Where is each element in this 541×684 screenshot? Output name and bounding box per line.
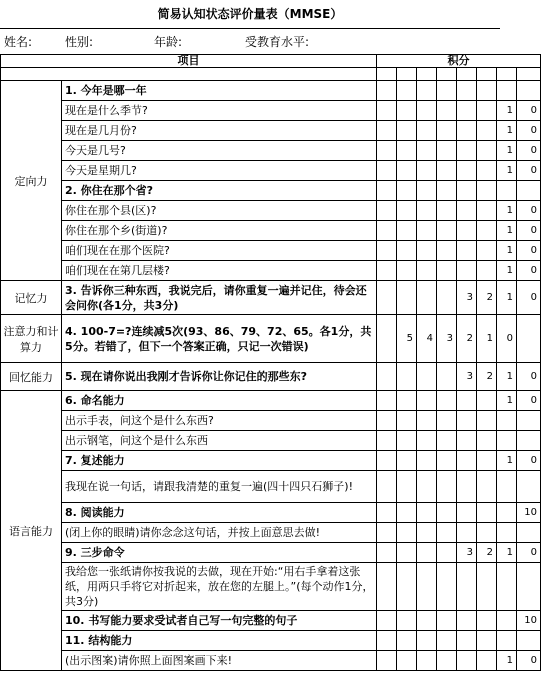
table-row [1,261,541,281]
score-three: 3 [457,543,477,563]
table-row [1,201,541,221]
mmse-table [0,54,541,671]
table-row [1,161,541,181]
table-row [1,241,541,261]
question-6b: 出示钢笔，问这个是什么东西 [62,431,377,451]
table-row [1,363,541,391]
score-zero: 0 [517,651,541,671]
table-row [1,391,541,411]
category-memory: 记忆力 [1,281,62,315]
table-row [1,101,541,121]
header-score: 积分 [377,55,541,68]
table-row [1,121,541,141]
name-label: 姓名: [4,35,33,49]
score-zero: 0 [517,201,541,221]
question-2: 2. 你住在那个省? [62,181,377,201]
page-title: 简易认知状态评价量表（MMSE） [157,7,343,21]
score-zero: 0 [517,241,541,261]
question-6: 6. 命名能力 [62,391,377,411]
question-1b: 现在是几月份? [62,121,377,141]
question-11a: (出示图案)请你照上面图案画下来! [62,651,377,671]
table-row [1,315,541,363]
table-row [1,631,541,651]
score-one: 1 [497,101,517,121]
score-one: 1 [497,363,517,391]
score-zero: 0 [517,281,541,315]
score-three: 3 [457,363,477,391]
score-ten: 10 [517,611,541,631]
question-8a: (闭上你的眼睛)请你念念这句话，并按上面意思去做! [62,523,377,543]
header-item: 项目 [1,55,377,68]
question-7a: 我现在说一句话，请跟我清楚的重复一遍(四十四只石狮子)! [62,471,377,503]
question-7: 7. 复述能力 [62,451,377,471]
score-three: 3 [437,315,457,363]
score-one: 1 [497,281,517,315]
age-label: 年龄: [154,35,183,49]
score-zero: 0 [517,141,541,161]
question-1a: 现在是什么季节? [62,101,377,121]
category-attention: 注意力和计算力 [1,315,62,363]
score-one: 1 [497,391,517,411]
category-orientation: 定向力 [1,81,62,281]
score-zero: 0 [517,101,541,121]
score-zero: 0 [497,315,517,363]
table-row [1,563,541,611]
score-one: 1 [497,161,517,181]
score-zero: 0 [517,121,541,141]
score-five: 5 [397,315,417,363]
score-one: 1 [497,261,517,281]
score-four: 4 [417,315,437,363]
table-row [1,141,541,161]
question-6a: 出示手表，问这个是什么东西? [62,411,377,431]
table-row [1,81,541,101]
category-language: 语言能力 [1,391,62,671]
question-5: 5. 现在请你说出我刚才告诉你让你记住的那些东? [62,363,377,391]
score-zero: 0 [517,261,541,281]
question-2c: 咱们现在在那个医院? [62,241,377,261]
table-row [1,651,541,671]
category-recall: 回忆能力 [1,363,62,391]
score-one: 1 [497,543,517,563]
question-11: 11. 结构能力 [62,631,377,651]
question-1c: 今天是几号? [62,141,377,161]
score-one: 1 [497,141,517,161]
score-zero: 0 [517,221,541,241]
score-one: 1 [497,241,517,261]
score-one: 1 [497,121,517,141]
header-sub-row [1,68,541,81]
question-9a: 我给您一张纸请你按我说的去做，现在开始:“用右手拿着这张纸，用两只手将它对折起来，放在您的左腿上。”(每个动作1分，共3分) [62,563,377,611]
score-two: 2 [457,315,477,363]
education-label: 受教育水平: [245,35,310,49]
score-zero: 0 [517,543,541,563]
score-zero: 0 [517,451,541,471]
question-2a: 你住在那个县(区)? [62,201,377,221]
score-zero: 0 [517,391,541,411]
score-one: 1 [497,201,517,221]
table-row [1,181,541,201]
question-1: 1. 今年是哪一年 [62,81,377,101]
score-two: 2 [477,363,497,391]
table-row [1,411,541,431]
score-two: 2 [477,281,497,315]
score-one: 1 [497,651,517,671]
table-row [1,503,541,523]
score-three: 3 [457,281,477,315]
question-1d: 今天是星期几? [62,161,377,181]
score-one: 1 [497,221,517,241]
table-row [1,523,541,543]
header-row [1,55,541,68]
score-two: 2 [477,543,497,563]
question-2b: 你住在那个乡(街道)? [62,221,377,241]
question-3: 3. 告诉你三种东西，我说完后，请你重复一遍并记住，待会还会问你(各1分，共3分) [62,281,377,315]
patient-info-row [0,28,500,55]
table-row [1,471,541,503]
table-row [1,543,541,563]
score-one: 1 [477,315,497,363]
question-2d: 咱们现在在第几层楼? [62,261,377,281]
question-8: 8. 阅读能力 [62,503,377,523]
table-row [1,451,541,471]
table-row [1,221,541,241]
score-one: 1 [497,451,517,471]
score-ten: 10 [517,503,541,523]
question-10: 10. 书写能力要求受试者自己写一句完整的句子 [62,611,377,631]
table-row [1,281,541,315]
question-4: 4. 100-7=?连续减5次(93、86、79、72、65。各1分，共5分。若错了，但下一个答案正确，只记一次错误) [62,315,377,363]
table-row [1,431,541,451]
score-zero: 0 [517,161,541,181]
gender-label: 性别: [65,35,94,49]
score-zero: 0 [517,363,541,391]
table-row [1,611,541,631]
question-9: 9. 三步命令 [62,543,377,563]
